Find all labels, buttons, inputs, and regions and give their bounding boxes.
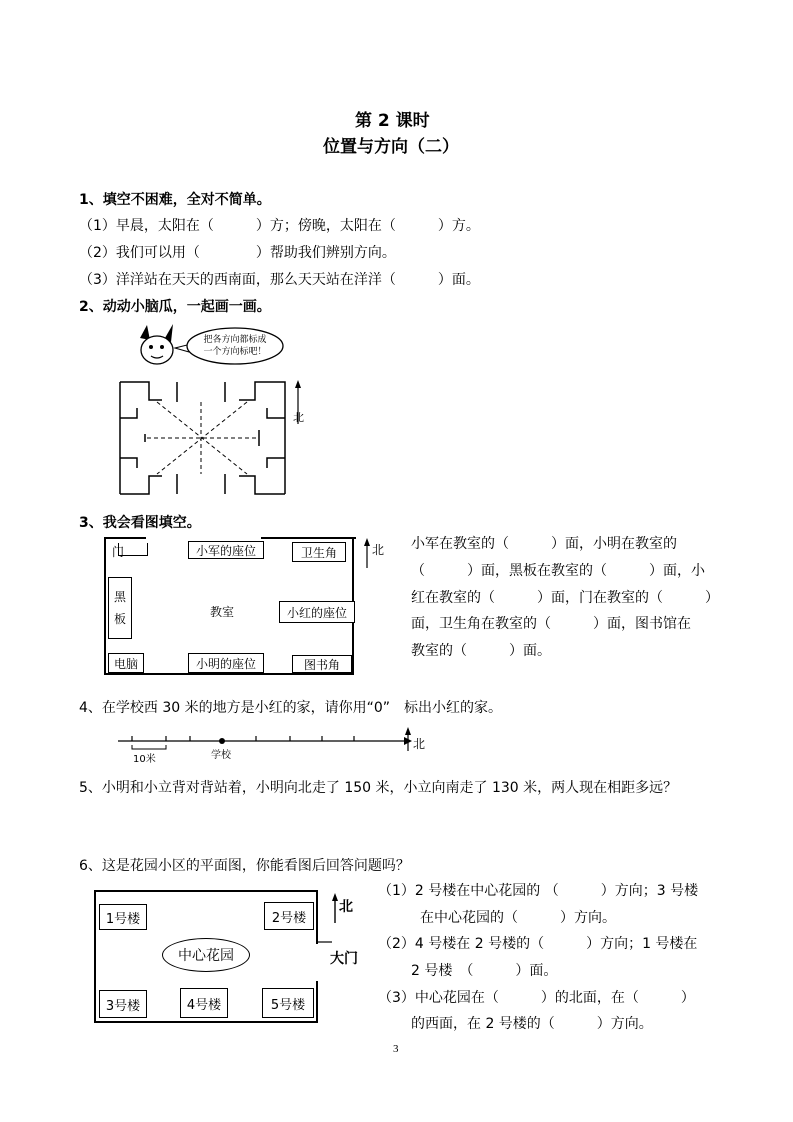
- room-door: 门: [112, 545, 125, 559]
- q3-title: 3、我会看图填空。: [79, 515, 201, 531]
- school-point: [219, 738, 225, 744]
- building-4: 4号楼: [180, 988, 228, 1018]
- q4-text: 4、在学校西 30 米的地方是小红的家，请你用“0” 标出小红的家。: [79, 700, 503, 716]
- q6-text-line-6: 的西面，在 2 号楼的（ ）方向。: [411, 1016, 653, 1032]
- page-number: 3: [393, 1043, 399, 1055]
- building-2: 2号楼: [264, 902, 314, 930]
- building-1: 1号楼: [99, 904, 147, 930]
- q4-scale-label: 10米: [133, 754, 156, 765]
- q3-text-line-3: 红在教室的（ ）面，门在教室的（ ）: [411, 590, 719, 606]
- room-xiaoming-seat: 小明的座位: [188, 653, 264, 673]
- room-xiaohong-seat: 小红的座位: [279, 601, 355, 623]
- q4-number-line: [118, 725, 428, 755]
- q2-cartoon-bubble: [135, 320, 285, 370]
- q6-north-label: 北: [339, 899, 353, 915]
- garden-map: [94, 890, 318, 1023]
- q6-text-line-4: 2 号楼 （ ）面。: [411, 963, 558, 979]
- q6-text-line-1: （1）2 号楼在中心花园的 （ ）方向；3 号楼: [378, 883, 699, 899]
- q5-text: 5、小明和小立背对背站着，小明向北走了 150 米，小立向南走了 130 米，两人现在相距多远？: [79, 780, 678, 796]
- blackboard-char-2: 板: [113, 612, 126, 626]
- q6-title: 6、这是花园小区的平面图，你能看图后回答问题吗？: [79, 858, 410, 874]
- central-garden: 中心花园: [162, 938, 250, 972]
- q2-north-label: 北: [293, 411, 304, 424]
- garden-gate-line: [316, 940, 336, 950]
- lesson-title: 第 2 课时: [355, 111, 430, 131]
- q1-item-3: （3）洋洋站在天天的西南面，那么天天站在洋洋（ ）面。: [79, 272, 480, 288]
- q2-direction-maze: [117, 378, 287, 498]
- q3-text-line-2: （ ）面，黑板在教室的（ ）面，小: [411, 563, 705, 579]
- q1-item-1: （1）早晨，太阳在（ ）方；傍晚，太阳在（ ）方。: [79, 218, 480, 234]
- topic-title: 位置与方向（二）: [323, 137, 459, 157]
- q4-north-arrow-icon: [405, 727, 413, 751]
- q6-text-line-3: （2）4 号楼在 2 号楼的（ ）方向；1 号楼在: [378, 936, 698, 952]
- room-classroom-label: 教室: [210, 605, 235, 619]
- bubble-line-1: 把各方向都标成: [203, 335, 267, 345]
- room-library-corner: 图书角: [292, 655, 352, 673]
- garden-gate-label: 大门: [330, 951, 358, 967]
- q4-north-label: 北: [413, 737, 426, 751]
- q1-title: 1、填空不困难，全对不简单。: [79, 192, 271, 208]
- building-3: 3号楼: [99, 990, 147, 1018]
- q3-text-line-1: 小军在教室的（ ）面，小明在教室的: [411, 536, 677, 552]
- room-blackboard: [108, 577, 132, 639]
- bubble-line-2: 一个方向标吧！: [203, 347, 267, 357]
- q3-text-line-5: 教室的（ ）面。: [411, 643, 551, 659]
- q3-text-line-4: 面，卫生角在教室的（ ）面，图书馆在: [411, 616, 691, 632]
- cartoon-character-icon: [140, 324, 173, 364]
- building-5: 5号楼: [262, 988, 314, 1018]
- q6-text-line-2: 在中心花园的（ ）方向。: [420, 910, 616, 926]
- q3-north-label: 北: [372, 543, 385, 557]
- q3-north-arrow-icon: [364, 538, 372, 568]
- q6-text-line-5: （3）中心花园在（ ）的北面，在（ ）: [378, 990, 695, 1006]
- blackboard-char-1: 黑: [113, 590, 126, 604]
- q4-school-label: 学校: [211, 750, 231, 761]
- room-xiaojun-seat: 小军的座位: [188, 541, 264, 559]
- room-toilet-corner: 卫生角: [292, 542, 346, 562]
- q2-title: 2、动动小脑瓜，一起画一画。: [79, 299, 271, 315]
- room-computer: 电脑: [108, 653, 144, 673]
- classroom-map: [104, 537, 354, 675]
- q1-item-2: （2）我们可以用（ ）帮助我们辨别方向。: [79, 245, 396, 261]
